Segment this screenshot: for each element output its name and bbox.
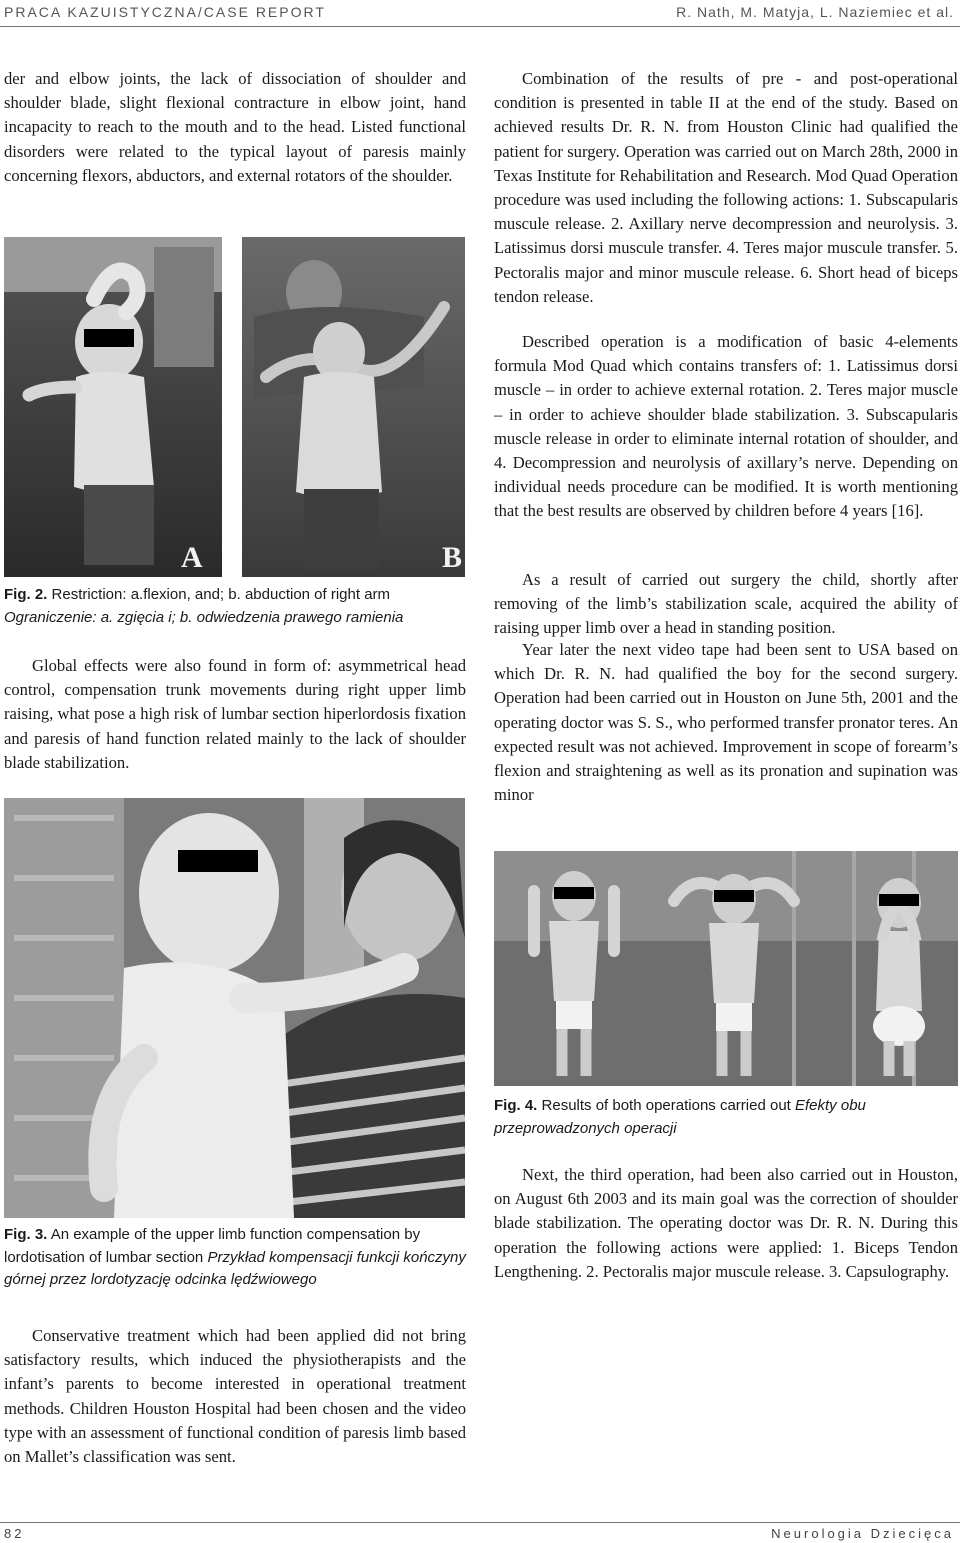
- figure-2-label-a: A: [181, 541, 203, 574]
- left-paragraph-2: Global effects were also found in form of: asymmetrical head control, compensation trunk movements during right upper limb raising, what pose a high risk of lumbar section hiperlordosis fixation and paresis of hand function related mainly to the lack of shoulder blade stabilization.: [4, 656, 466, 772]
- figure-4-photo: [494, 851, 958, 1086]
- running-header: [0, 0, 960, 26]
- figure-2-photo: [4, 237, 465, 577]
- figure-3-caption-pl: Przykład kompensacji funkcji kończyny górnej przez lordotyzację odcinka lędźwiowego: [4, 1248, 466, 1288]
- figure-3-photo: [4, 798, 465, 1218]
- figure-2-caption-en: Restriction: a.flexion, and; b. abduction of right arm: [51, 586, 391, 603]
- authors: R. Nath, M. Matyja, L. Naziemiec et al.: [676, 4, 954, 20]
- figure-3-caption: [4, 1224, 466, 1292]
- right-paragraph-2: Described operation is a modification of basic 4-elements formula Mod Quad which contains transfers of: 1. Latissimus dorsi muscle – in order to achieve external rotation. 2. Teres major muscle – in order to achieve shoulder blade stabilization. 3. Subscapularis muscle release in order to eliminate internal rotation of shoulder, and 4. Decompression and neurolysis of axillary’s nerve. Depending on individual needs procedure can be modified. It is worth mentioning that the best results are observed by children before 4 years [16].: [494, 332, 958, 521]
- figure-2-caption-pl: Ograniczenie: a. zgięcia i; b. odwiedzenia prawego ramienia: [4, 608, 404, 626]
- journal-name: Neurologia Dziecięca: [771, 1526, 954, 1541]
- right-paragraph-5: Next, the third operation, had been also carried out in Houston, on August 6th 2003 and its main goal was the correction of shoulder blade stabilization. The operating doctor was Dr. R. N. During this operation the following actions were applied: 1. Biceps Tendon Lengthening. 2. Pectoralis major muscule release. 3. Capsulography.: [494, 1165, 958, 1281]
- privacy-bar-fig3: [178, 850, 258, 872]
- privacy-bar-fig4-2: [714, 890, 754, 902]
- figure-2-caption: [4, 584, 466, 629]
- header-rule: [0, 26, 960, 27]
- figure-2-illustration: [4, 237, 465, 577]
- right-paragraph-4: Year later the next video tape had been sent to USA based on which Dr. R. N. had qualified the boy for the second surgery. Operation had been carried out in Houston on June 5th, 2001 and the operating doctor was S. S., who performed transfer pronator teres. An expected result was not achieved. Improvement in scope of forearm’s flexion and straightening as well as its pronation and supination was minor: [494, 640, 958, 805]
- running-footer: [0, 1522, 960, 1542]
- figure-4-caption: [494, 1095, 958, 1140]
- right-paragraph-1: Combination of the results of pre - and post-operational condition is presented in table II at the end of the study. Based on achieved results Dr. R. N. from Houston Clinic had qualified the patient for surgery. Operation was carried out on March 28th, 2000 in Texas Institute for Rehabilitation and Research. Mod Quad Operation procedure was used including the following actions: 1. Subscapularis muscule release. 2. Axillary nerve decompression and neurolysis. 3. Latissimus dorsi muscule transfer. 4. Teres major muscule transfer. 5. Pectoralis major and minor muscule release. 6. Short head of biceps tendon release.: [494, 69, 958, 306]
- figure-4-illustration: [494, 851, 958, 1086]
- page-number: 82: [4, 1526, 25, 1541]
- figure-4-caption-en: Results of both operations carried out: [541, 1097, 791, 1114]
- figure-3-illustration: [4, 798, 465, 1218]
- figure-3-number: Fig. 3.: [4, 1226, 48, 1243]
- footer-rule: [0, 1522, 960, 1523]
- figure-4-caption-pl: Efekty obu przeprowadzonych operacji: [494, 1097, 866, 1137]
- left-paragraph-1: der and elbow joints, the lack of dissociation of shoulder and shoulder blade, slight flexional contracture in elbow joint, hand incapacity to reach to the mouth and to the head. Listed functional disorders were related to the typical layout of paresis mainly concerning flexors, abductors, and external rotators of the shoulder.: [4, 69, 466, 185]
- section-label: PRACA KAZUISTYCZNA/CASE REPORT: [4, 4, 326, 20]
- privacy-bar-fig4-1: [554, 887, 594, 899]
- figure-2-number: Fig. 2.: [4, 586, 48, 603]
- figure-4-number: Fig. 4.: [494, 1097, 538, 1114]
- privacy-bar-fig4-3: [879, 894, 919, 906]
- left-paragraph-3: Conservative treatment which had been applied did not bring satisfactory results, which induced the physiotherapists and the infant’s parents to become interested in operational treatment methods. Children Houston Hospital had been chosen and the video type with an assessment of functional condition of paresis limb based on Mallet’s classification was sent.: [4, 1326, 466, 1467]
- figure-2-label-b: B: [442, 541, 463, 574]
- right-paragraph-3: As a result of carried out surgery the child, shortly after removing of the limb’s stabilization scale, acquired the ability of raising upper limb over a head in standing position.: [494, 570, 958, 638]
- figure-3-caption-en: An example of the upper limb function compensation by lordotisation of lumbar section: [4, 1226, 421, 1266]
- privacy-bar-a: [84, 329, 134, 347]
